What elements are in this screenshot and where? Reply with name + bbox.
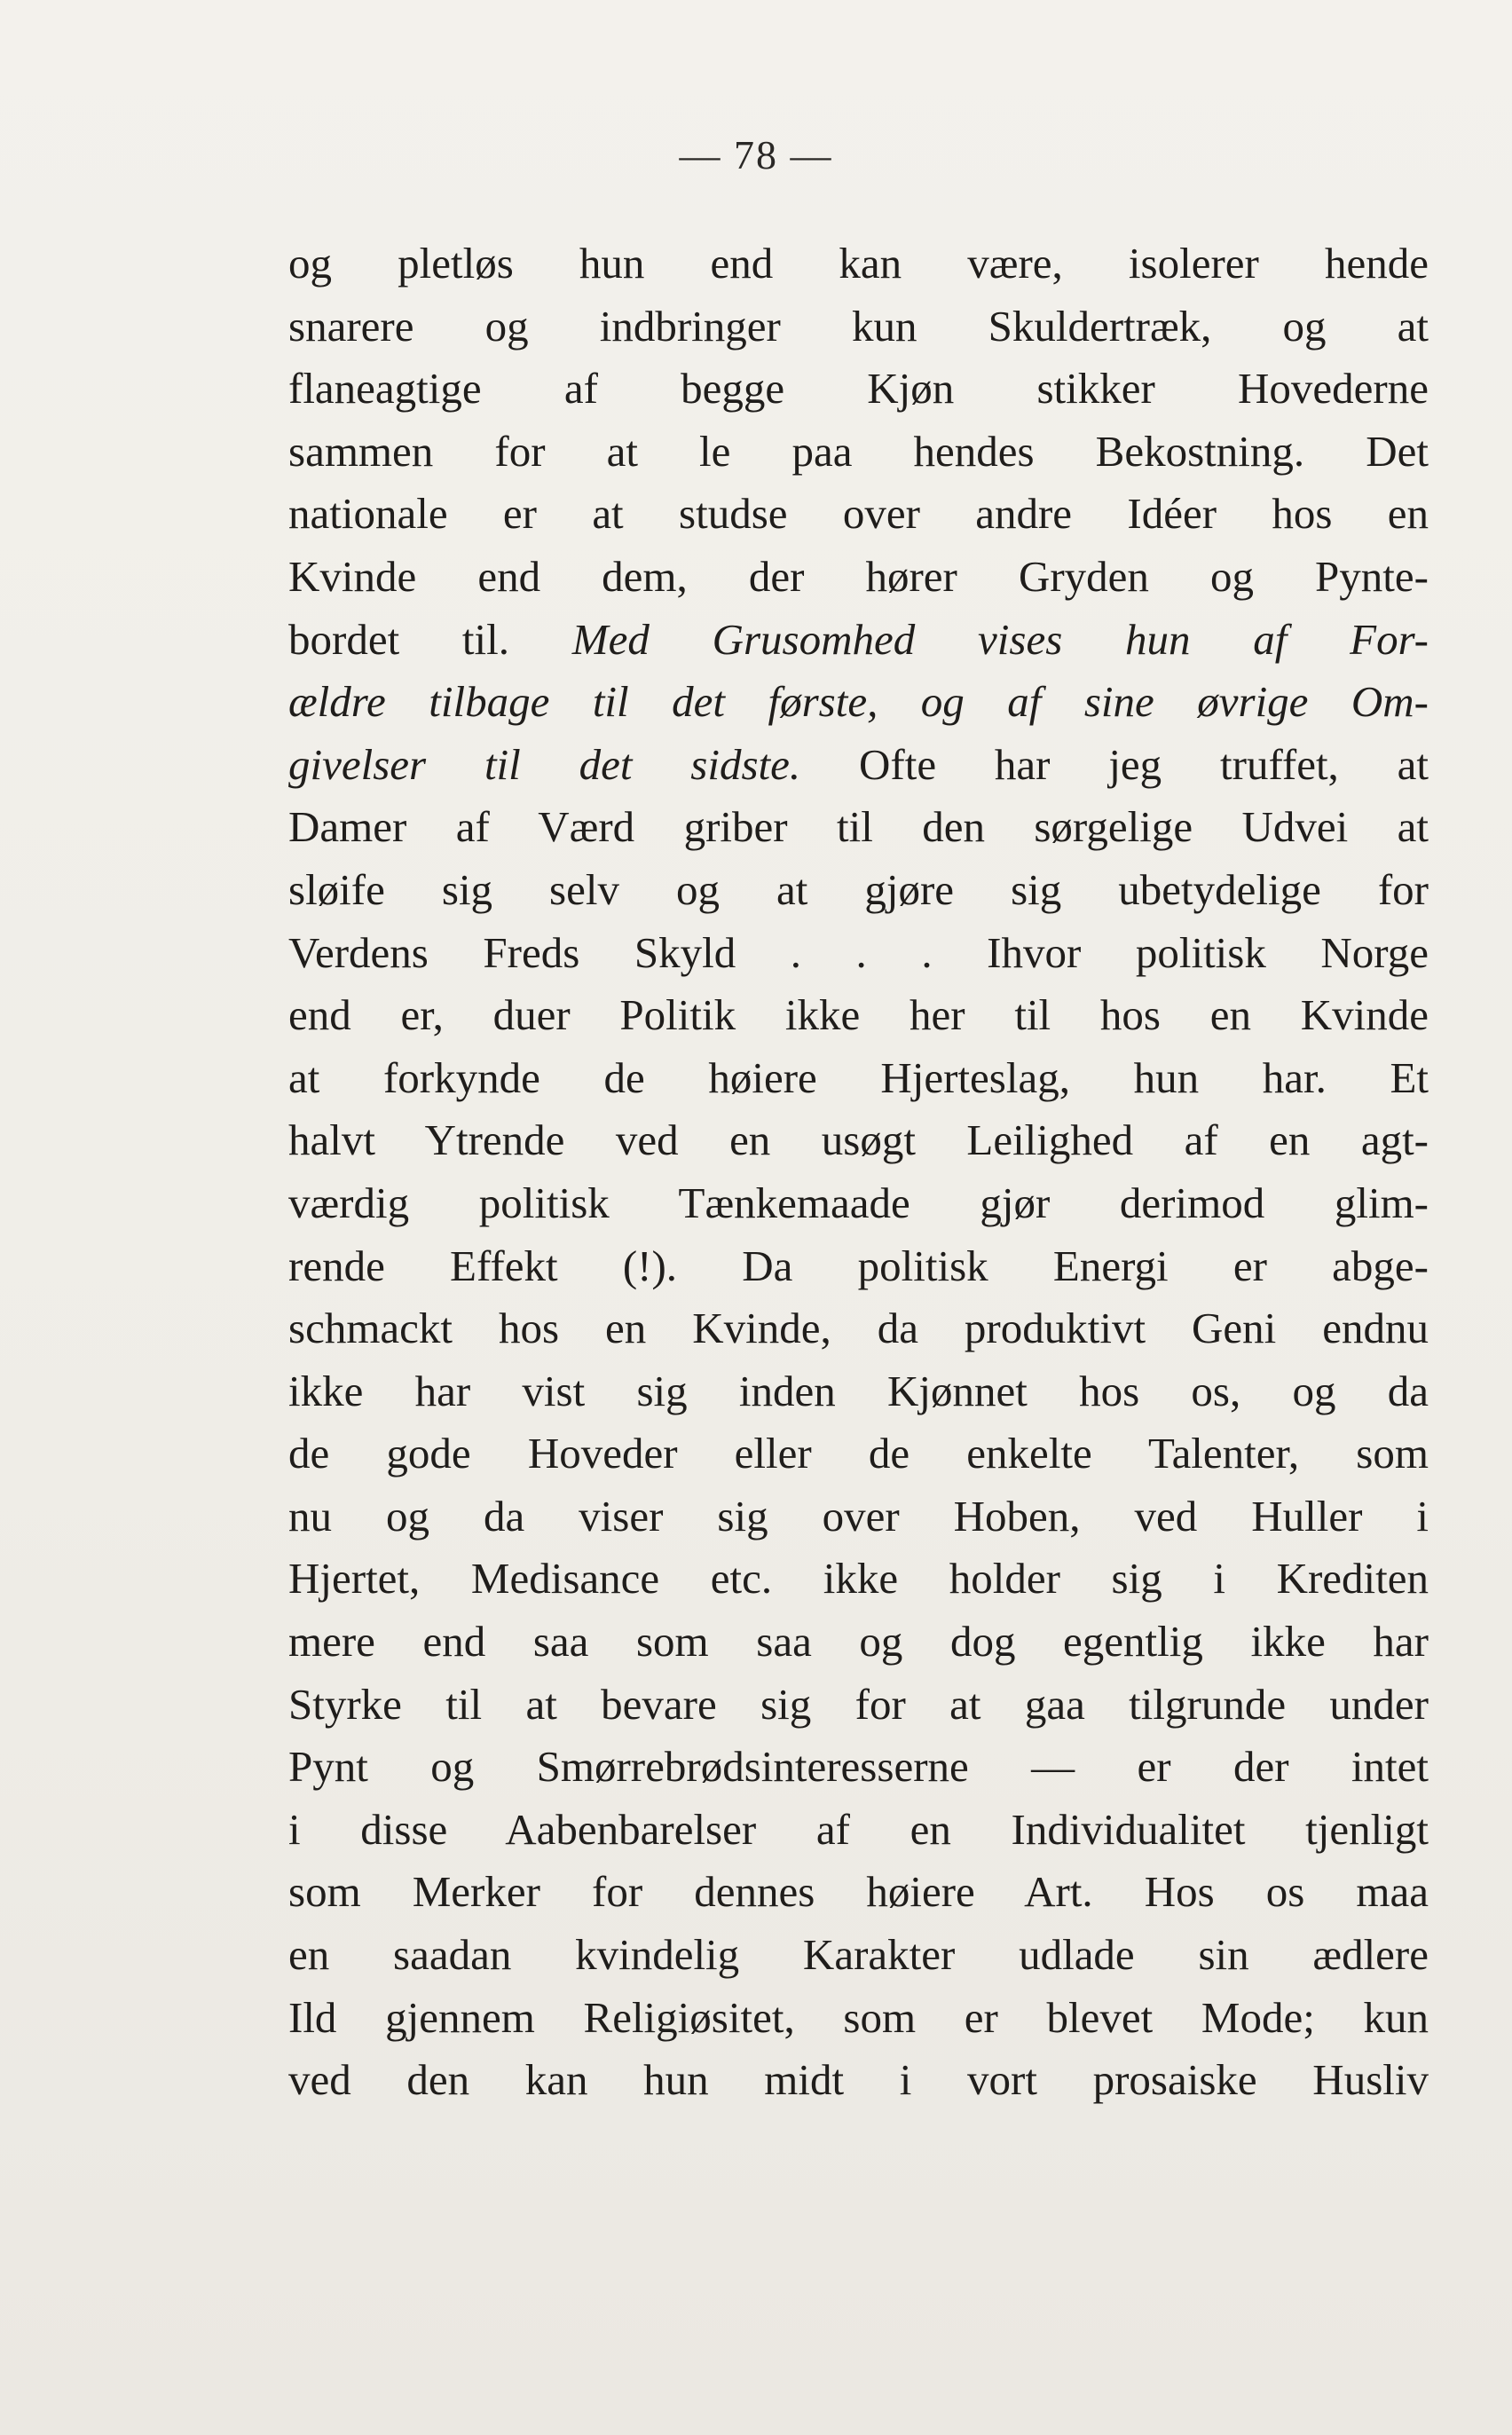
text-line: [288, 296, 1429, 359]
text-line-roman: end er, duer Politik ikke her til hos en Kvinde: [288, 990, 1429, 1040]
text-line: [288, 1987, 1429, 2050]
text-line-roman: Pynt og Smørrebrødsinteresserne — er der intet: [288, 1742, 1429, 1792]
text-line: [288, 421, 1429, 484]
text-line-roman: ikke har vist sig inden Kjønnet hos os, og da: [288, 1366, 1429, 1415]
text-line: [288, 1924, 1429, 1987]
text-line-italic: givelser til det sidste.: [288, 739, 801, 789]
text-line: [288, 796, 1429, 859]
text-line: [288, 1611, 1429, 1674]
text-line: [288, 1297, 1429, 1360]
text-line-roman: mere end saa som saa og dog egentlig ikke har: [288, 1617, 1429, 1667]
text-line-roman: i disse Aabenbarelser af en Individualitet tjenligt: [288, 1804, 1429, 1854]
text-line-roman: Verdens Freds Skyld . . . Ihvor politisk Norge: [288, 927, 1429, 977]
text-line: [288, 1109, 1429, 1172]
text-line: [288, 1861, 1429, 1924]
text-line-roman: flaneagtige af begge Kjøn stikker Hovederne: [288, 364, 1429, 414]
text-line-roman: Hjertet, Medisance etc. ikke holder sig i Krediten: [288, 1554, 1429, 1604]
text-line: [288, 1548, 1429, 1611]
text-line: [288, 1736, 1429, 1799]
body-text: [288, 232, 1429, 2112]
text-line: [288, 483, 1429, 546]
text-line: [288, 1172, 1429, 1235]
text-line-roman: sammen for at le paa hendes Bekostning. Det: [288, 426, 1429, 476]
text-line-roman: og pletløs hun end kan være, isolerer hende: [288, 239, 1429, 288]
text-line-roman: de gode Hoveder eller de enkelte Talenter, som: [288, 1429, 1429, 1478]
text-line: [288, 1422, 1429, 1485]
text-line: [288, 1047, 1429, 1110]
text-line-roman: nationale er at studse over andre Idéer hos en: [288, 489, 1429, 539]
text-line: [288, 1674, 1429, 1737]
text-line-roman: nu og da viser sig over Hoben, ved Huller i: [288, 1491, 1429, 1541]
text-line-roman: Kvinde end dem, der hører Gryden og Pynte-: [288, 551, 1429, 601]
text-line-roman: schmackt hos en Kvinde, da produktivt Geni endnu: [288, 1304, 1429, 1353]
page-number: — 78 —: [679, 132, 833, 177]
text-line-roman: at forkynde de høiere Hjerteslag, hun har. Et: [288, 1052, 1429, 1102]
text-line-roman: Ofte har jeg truffet, at: [800, 739, 1429, 789]
text-line-roman: halvt Ytrende ved en usøgt Leilighed af en agt-: [288, 1115, 1429, 1165]
text-line-roman: Damer af Værd griber til den sørgelige Udvei at: [288, 802, 1429, 852]
text-line: [288, 609, 1429, 672]
text-line-roman: sløife sig selv og at gjøre sig ubetydelige for: [288, 864, 1429, 914]
text-line-roman: ved den kan hun midt i vort prosaiske Husliv: [288, 2055, 1429, 2105]
text-line: [288, 1485, 1429, 1548]
text-line-roman: værdig politisk Tænkemaade gjør derimod glim-: [288, 1178, 1429, 1227]
text-line: [288, 358, 1429, 421]
text-line: [288, 2049, 1429, 2112]
text-line-italic: ældre tilbage til det første, og af sine øvrige Om-: [288, 677, 1429, 727]
text-line-roman: en saadan kvindelig Karakter udlade sin ædlere: [288, 1930, 1429, 1980]
text-line-roman: som Merker for dennes høiere Art. Hos os maa: [288, 1867, 1429, 1917]
text-line-italic: Med Grusomhed vises hun af For-: [571, 614, 1429, 664]
text-line-roman: bordet til.: [288, 614, 572, 664]
text-line: [288, 1799, 1429, 1862]
text-line: [288, 859, 1429, 922]
text-line: [288, 984, 1429, 1047]
text-line: [288, 546, 1429, 609]
text-line: [288, 232, 1429, 296]
text-line-roman: rende Effekt (!). Da politisk Energi er abge-: [288, 1241, 1429, 1290]
text-line-roman: snarere og indbringer kun Skuldertræk, og at: [288, 301, 1429, 351]
text-line-roman: Ild gjennem Religiøsitet, som er blevet Mode; kun: [288, 1992, 1429, 2042]
text-line: [288, 734, 1429, 797]
text-line: [288, 1235, 1429, 1298]
text-line-roman: Styrke til at bevare sig for at gaa tilgrunde under: [288, 1679, 1429, 1729]
text-line: [288, 671, 1429, 734]
text-line: [288, 922, 1429, 985]
text-line: [288, 1360, 1429, 1423]
